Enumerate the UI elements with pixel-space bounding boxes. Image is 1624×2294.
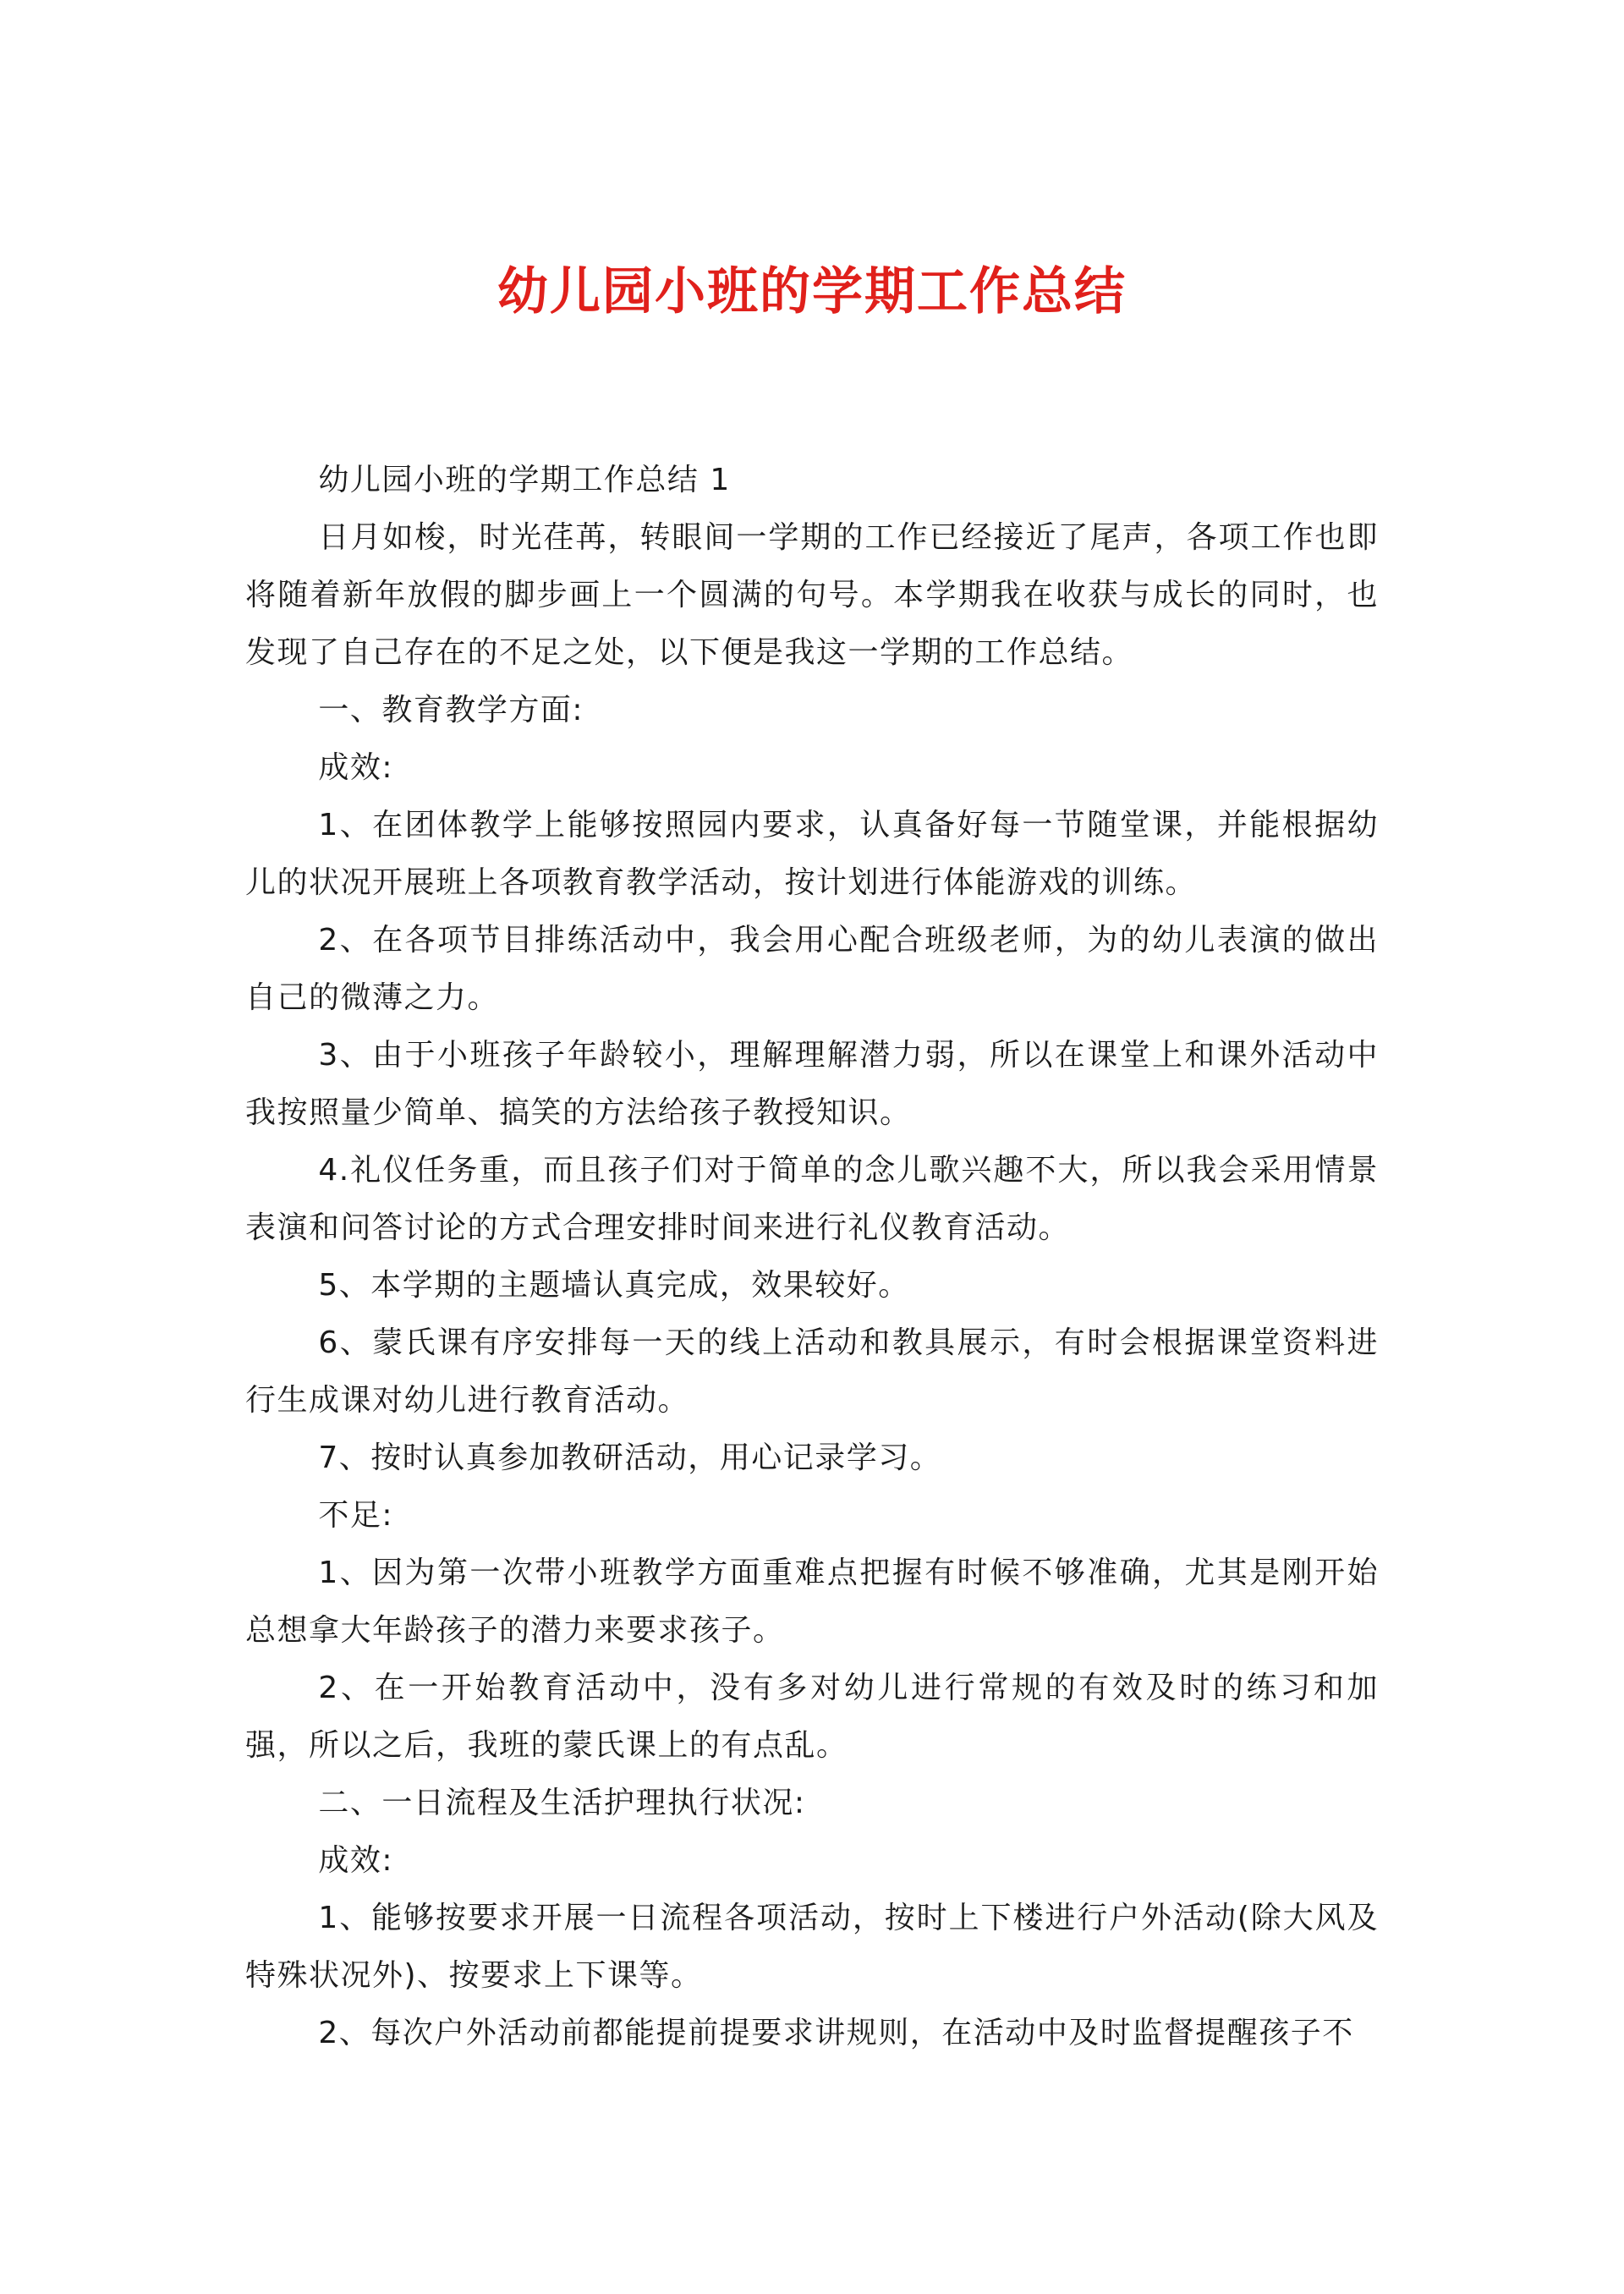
list-item: 3、由于小班孩子年龄较小，理解理解潜力弱，所以在课堂上和课外活动中我按照量少简单、搞笑的方法给孩子教授知识。 <box>245 1038 1379 1130</box>
list-item: 1、能够按要求开展一日流程各项活动，按时上下楼进行户外活动(除大风及特殊状况外)、按要求上下课等。 <box>245 1901 1379 1993</box>
heading-education-teaching: 一、教育教学方面: <box>318 693 584 727</box>
list-item: 5、本学期的主题墙认真完成，效果较好。 <box>318 1268 910 1303</box>
subheading-shortcomings: 不足: <box>318 1498 394 1533</box>
paragraph-section-title: 幼儿园小班的学期工作总结 1 <box>318 463 731 497</box>
list-item: 1、在团体教学上能够按照园内要求，认真备好每一节随堂课，并能根据幼儿的状况开展班上各项教育教学活动，按计划进行体能游戏的训练。 <box>245 808 1379 900</box>
list-item: 4.礼仪任务重，而且孩子们对于简单的念儿歌兴趣不大，所以我会采用情景表演和问答讨论的方式合理安排时间来进行礼仪教育活动。 <box>245 1153 1379 1245</box>
list-item: 6、蒙氏课有序安排每一天的线上活动和教具展示，有时会根据课堂资料进行生成课对幼儿进行教育活动。 <box>245 1325 1379 1418</box>
paragraph-intro: 日月如梭，时光荏苒，转眼间一学期的工作已经接近了尾声，各项工作也即将随着新年放假的脚步画上一个圆满的句号。本学期我在收获与成长的同时，也发现了自己存在的不足之处，以下便是我这一学期的工作总结。 <box>245 520 1379 670</box>
list-item: 2、每次户外活动前都能提前提要求讲规则，在活动中及时监督提醒孩子不 <box>318 2016 1354 2050</box>
list-item: 1、因为第一次带小班教学方面重难点把握有时候不够准确，尤其是刚开始总想拿大年龄孩子的潜力来要求孩子。 <box>245 1556 1379 1648</box>
document-title: 幼儿园小班的学期工作总结 <box>497 262 1127 321</box>
list-item: 7、按时认真参加教研活动，用心记录学习。 <box>318 1441 942 1475</box>
list-item: 2、在一开始教育活动中，没有多对幼儿进行常规的有效及时的练习和加强，所以之后，我班的蒙氏课上的有点乱。 <box>245 1671 1379 1763</box>
document-body <box>245 452 1379 2062</box>
heading-daily-routine: 二、一日流程及生活护理执行状况: <box>318 1786 806 1820</box>
subheading-achievements: 成效: <box>318 1843 394 1878</box>
subheading-achievements: 成效: <box>318 750 394 785</box>
list-item: 2、在各项节目排练活动中，我会用心配合班级老师，为的幼儿表演的做出自己的微薄之力。 <box>245 923 1379 1015</box>
